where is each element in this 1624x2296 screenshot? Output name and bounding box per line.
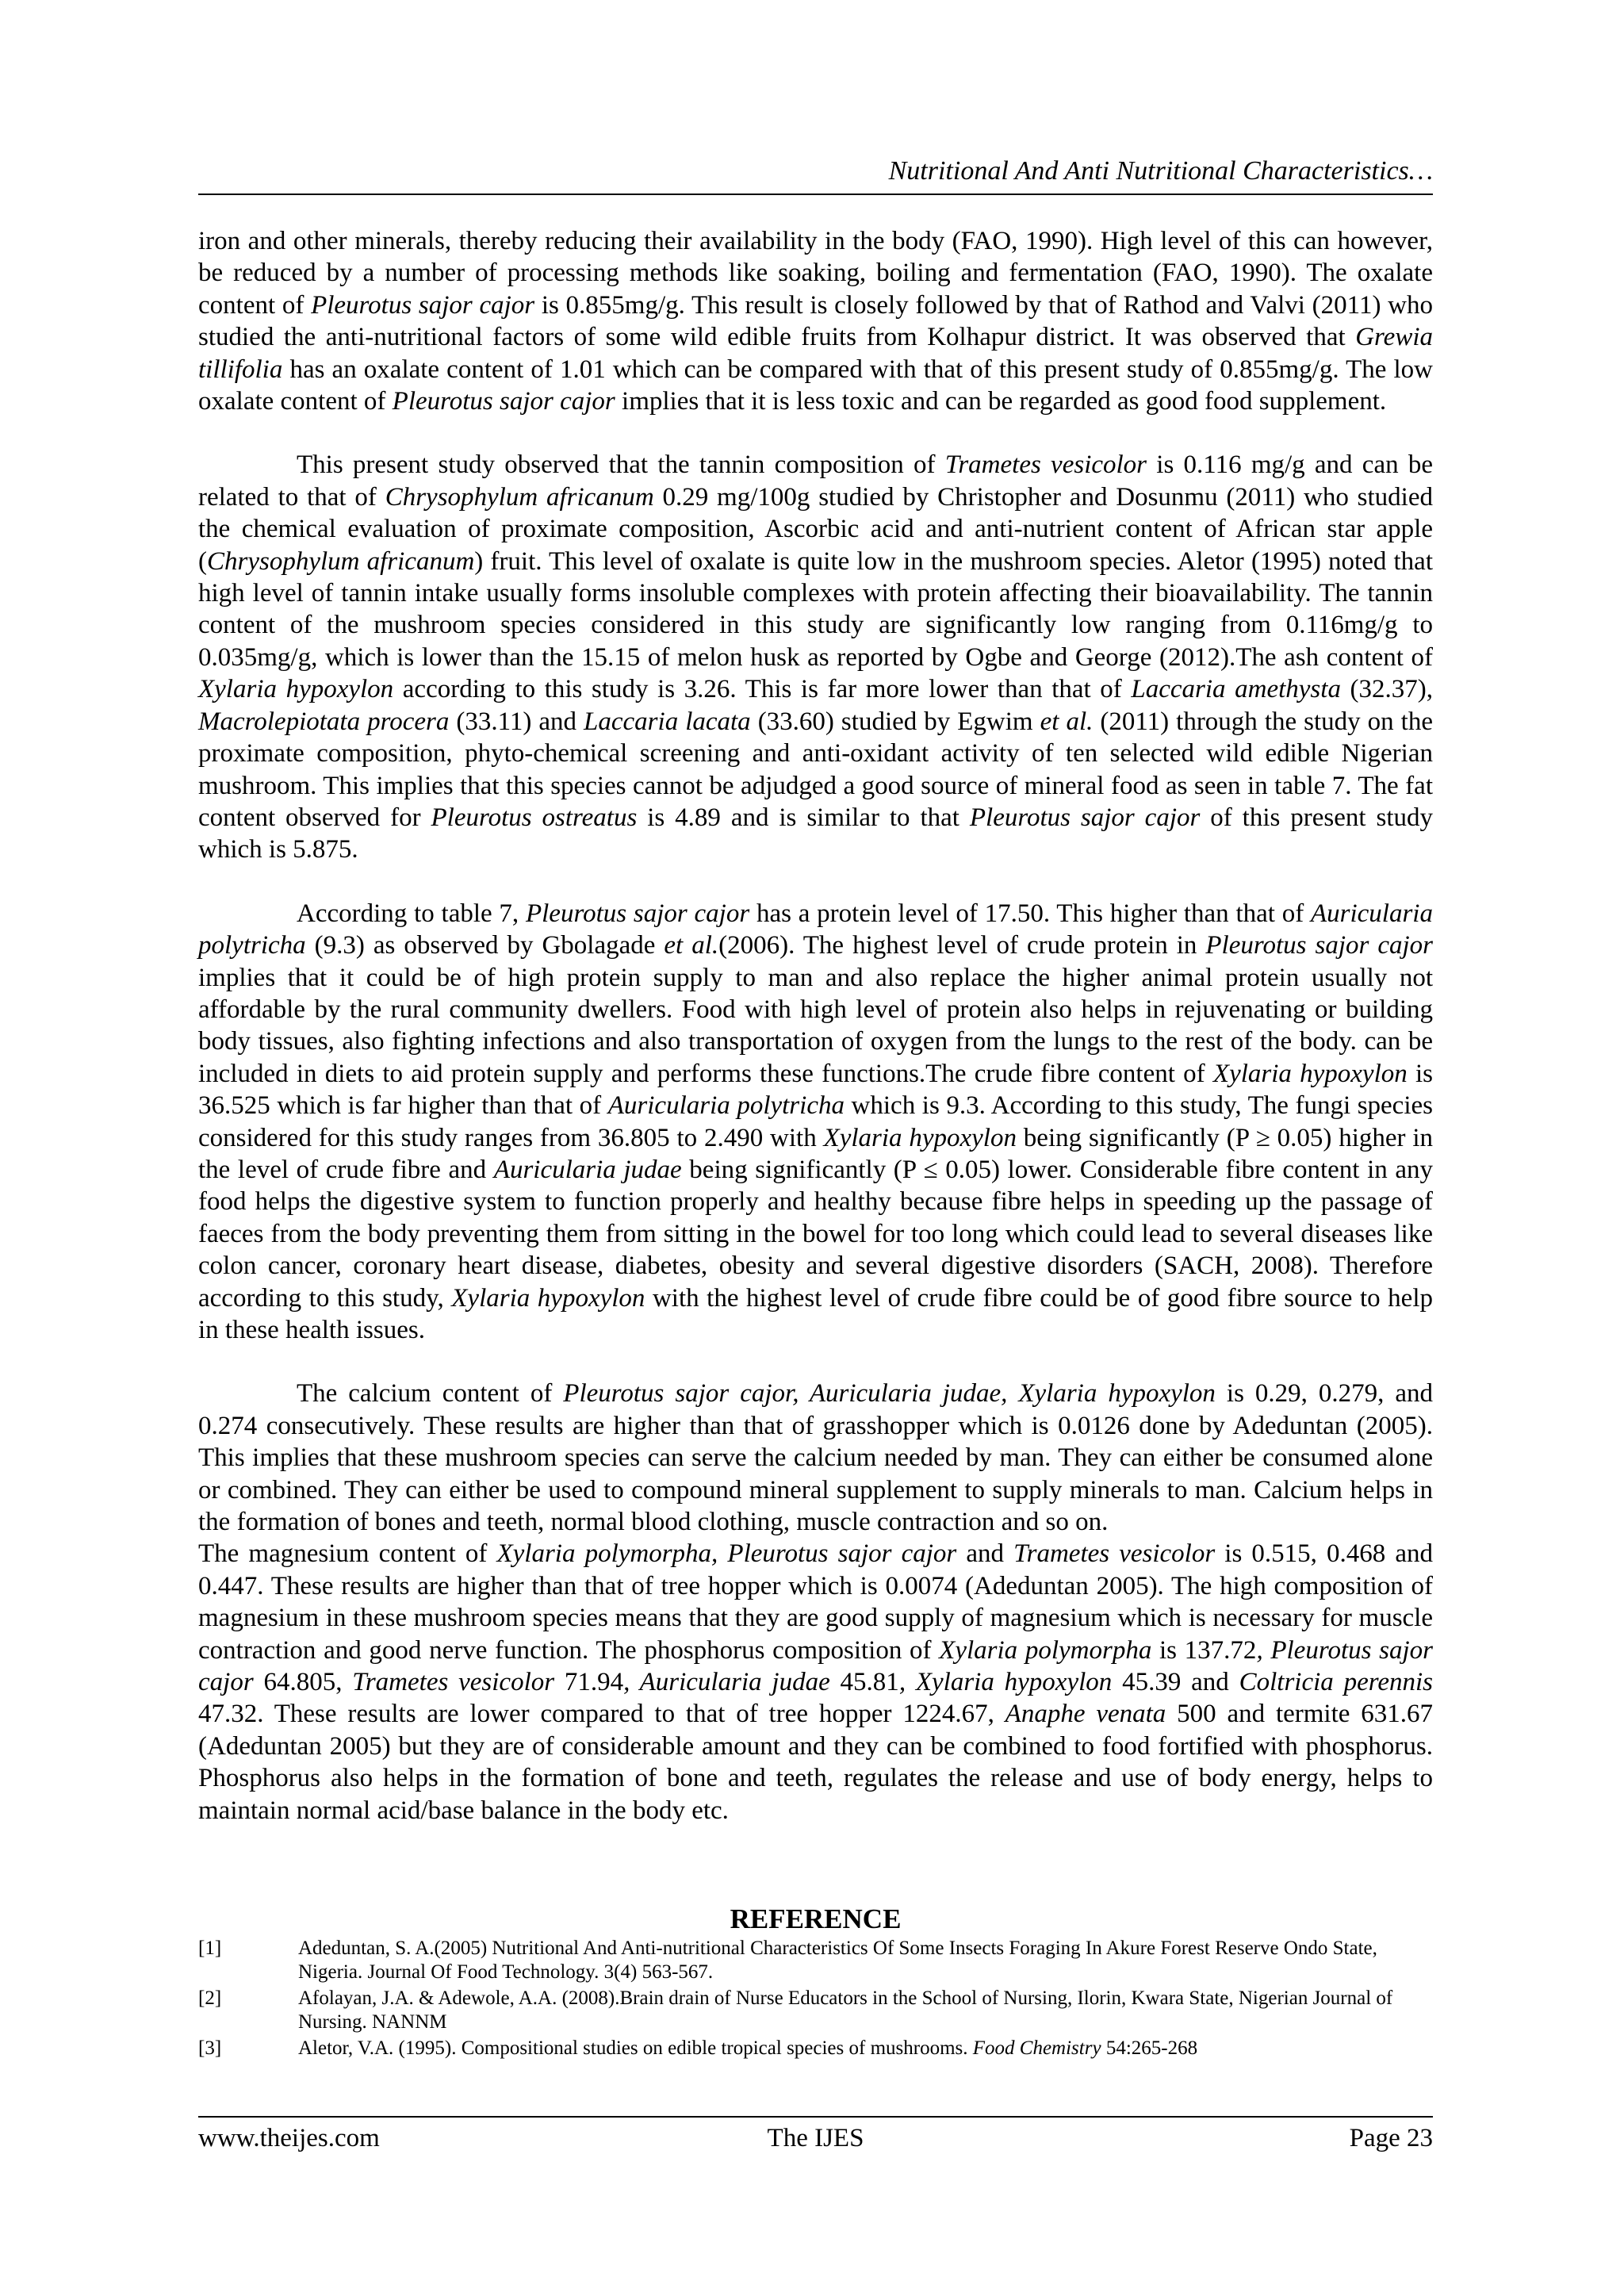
- italic-text: Pleurotus sajor cajor: [525, 899, 750, 928]
- reference-item: [198, 1987, 1433, 2034]
- paragraph: This present study observed that the tannin composition of Trametes vesicolor is 0.116 mg/g and can be related to that of Chrysophylum africanum 0.29 mg/100g studied by Christopher and Dosunmu (2011) who studied the chemical evaluation of proximate composition, Ascorbic acid and anti-nutrient content of African star apple (Chrysophylum africanum) fruit. This level of oxalate is quite low in the mushroom species. Aletor (1995) noted that high level of tannin intake usually forms insoluble complexes with protein affecting their bioavailability. The tannin content of the mushroom species considered in this study are significantly low ranging from 0.116mg/g to 0.035mg/g, which is lower than the 15.15 of melon husk as reported by Ogbe and George (2012).The ash content of Xylaria hypoxylon according to this study is 3.26. This is far more lower than that of Laccaria amethysta (32.37), Macrolepiotata procera (33.11) and Laccaria lacata (33.60) studied by Egwim et al. (2011) through the study on the proximate composition, phyto-chemical screening and anti-oxidant activity of ten selected wild edible Nigerian mushroom. This implies that this species cannot be adjudged a good source of mineral food as seen in table 7. The fat content observed for Pleurotus ostreatus is 4.89 and is similar to that Pleurotus sajor cajor of this present study which is 5.875.: [198, 450, 1434, 864]
- running-title: Nutritional And Anti Nutritional Characteristics…: [888, 156, 1433, 186]
- paragraph: The calcium content of Pleurotus sajor cajor, Auricularia judae, Xylaria hypoxylon is 0.29, 0.279, and 0.274 consecutively. These results are higher than that of grasshopper which is 0.0126 done by Adeduntan (2005). This implies that these mushroom species can serve the calcium needed by man. They can either be consumed alone or combined. They can either be used to compound mineral supplement to supply minerals to man. Calcium helps in the formation of bones and teeth, normal blood clothing, muscle contraction and so on.: [198, 1379, 1434, 1537]
- italic-text: Auricularia judae: [493, 1155, 682, 1184]
- italic-text: Trametes vesicolor: [944, 450, 1147, 480]
- references-heading: REFERENCE: [730, 1903, 902, 1934]
- reference-text: Afolayan, J.A. & Adewole, A.A. (2008).Brain drain of Nurse Educators in the School of Nursing, Ilorin, Kwara State, Nigerian Journal of Nursing. NANNM: [298, 1987, 1393, 2033]
- italic-text: Coltricia perennis: [1239, 1668, 1434, 1697]
- italic-text: Pleurotus sajor cajor: [311, 290, 535, 320]
- reference-list: [198, 1937, 1433, 2063]
- italic-text: Pleurotus sajor cajor: [969, 803, 1201, 832]
- italic-text: Grewia tillifolia: [198, 323, 1433, 384]
- italic-text: Macrolepiotata procera: [198, 707, 450, 736]
- footer-journal: The IJES: [767, 2124, 864, 2152]
- paragraph: According to table 7, Pleurotus sajor cajor has a protein level of 17.50. This higher than that of Auricularia polytricha (9.3) as observed by Gbolagade et al.(2006). The highest level of crude protein in Pleurotus sajor cajor implies that it could be of high protein supply to man and also replace the higher animal protein usually not affordable by the rural community dwellers. Food with high level of protein also helps in rejuvenating or building body tissues, also fighting infections and also transportation of oxygen from the lungs to the rest of the body. can be included in diets to aid protein supply and performs these functions.The crude fibre content of Xylaria hypoxylon is 36.525 which is far higher than that of Auricularia polytricha which is 9.3. According to this study, The fungi species considered for this study ranges from 36.805 to 2.490 with Xylaria hypoxylon being significantly (P ≥ 0.05) higher in the level of crude fibre and Auricularia judae being significantly (P ≤ 0.05) lower. Considerable fibre content in any food helps the digestive system to function properly and healthy because fibre helps in speeding up the passage of faeces from the body preventing them from sitting in the bowel for too long which could lead to several diseases like colon cancer, coronary heart disease, diabetes, obesity and several digestive disorders (SACH, 2008). Therefore according to this study, Xylaria hypoxylon with the highest level of crude fibre could be of good fibre source to help in these health issues.: [198, 899, 1434, 1344]
- paragraph: iron and other minerals, thereby reducing their availability in the body (FAO, 1990). High level of this can however, be reduced by a number of processing methods like soaking, boiling and fermentation (FAO, 1990). The oxalate content of Pleurotus sajor cajor is 0.855mg/g. This result is closely followed by that of Rathod and Valvi (2011) who studied the anti-nutritional factors of some wild edible fruits from Kolhapur district. It was observed that Grewia tillifolia has an oxalate content of 1.01 which can be compared with that of this present study of 0.855mg/g. The low oxalate content of Pleurotus sajor cajor implies that it is less toxic and can be regarded as good food supplement.: [198, 227, 1433, 416]
- italic-text: Trametes vesicolor: [352, 1668, 555, 1697]
- italic-text: Trametes vesicolor: [1013, 1539, 1216, 1569]
- reference-item: [198, 1937, 1433, 1984]
- italic-text: Pleurotus sajor cajor: [392, 387, 615, 416]
- reference-number: [2]: [198, 1987, 222, 2009]
- italic-text: Auricularia polytricha: [607, 1091, 845, 1121]
- italic-text: Xylaria hypoxylon: [1212, 1059, 1408, 1088]
- italic-text: , Auricularia judae: [623, 1668, 830, 1697]
- italic-text: et al.: [664, 931, 719, 960]
- italic-text: Auricularia polytricha: [198, 899, 1433, 960]
- italic-text: Laccaria lacata: [584, 707, 751, 736]
- italic-text: Chrysophylum africanum: [207, 546, 475, 576]
- italic-text: Xylaria hypoxylon: [451, 1283, 645, 1313]
- reference-number: [1]: [198, 1938, 222, 1959]
- reference-text: Adeduntan, S. A.(2005) Nutritional And Anti-nutritional Characteristics Of Some Insects Foraging In Akure Forest Reserve Ondo State, Nigeria. Journal Of Food Technology. 3(4) 563-567.: [298, 1938, 1377, 1983]
- reference-number: [3]: [198, 2037, 222, 2059]
- italic-text: et al.: [1040, 707, 1094, 736]
- italic-text: Pleurotus ostreatus: [431, 803, 638, 832]
- italic-text: , Xylaria hypoxylon: [898, 1668, 1113, 1697]
- italic-text: Pleurotus sajor cajor, Auricularia judae, Xylaria hypoxylon: [563, 1379, 1216, 1409]
- italic-text: Xylaria hypoxylon: [823, 1123, 1017, 1152]
- italic-text: , Pleurotus sajor cajor: [198, 1635, 1433, 1697]
- body-text: [198, 225, 1433, 1826]
- italic-text: Xylaria polymorpha, Pleurotus sajor cajor: [496, 1539, 957, 1569]
- reference-item: [198, 2037, 1433, 2060]
- reference-text: Aletor, V.A. (1995). Compositional studies on edible tropical species of mushrooms. Food Chemistry 54:265-268: [298, 2037, 1198, 2059]
- italic-text: Laccaria amethysta: [1131, 675, 1341, 704]
- footer-rule: [198, 2116, 1433, 2118]
- italic-text: Chrysophylum africanum: [385, 482, 654, 512]
- italic-text: Food Chemistry: [972, 2037, 1101, 2059]
- italic-text: Pleurotus sajor cajor: [1205, 931, 1433, 960]
- italic-text: Xylaria hypoxylon: [198, 675, 394, 704]
- paragraph: The magnesium content of Xylaria polymorpha, Pleurotus sajor cajor and Trametes vesicolor is 0.515, 0.468 and 0.447. These results are higher than that of tree hopper which is 0.0074 (Adeduntan 2005). The high composition of magnesium in these mushroom species means that they are good supply of magnesium which is necessary for muscle contraction and good nerve function. The phosphorus composition of Xylaria polymorpha is 137.72, Pleurotus sajor cajor 64.805, Trametes vesicolor 71.94, Auricularia judae 45.81, Xylaria hypoxylon 45.39 and Coltricia perennis 47.32. These results are lower compared to that of tree hopper 1224.67, Anaphe venata 500 and termite 631.67 (Adeduntan 2005) but they are of considerable amount and they can be combined to food fortified with phosphorus. Phosphorus also helps in the formation of bone and teeth, regulates the release and use of body energy, helps to maintain normal acid/base balance in the body etc.: [198, 1539, 1434, 1825]
- italic-text: Xylaria polymorpha: [939, 1635, 1152, 1665]
- header-rule: [198, 194, 1433, 195]
- footer-page-number: Page 23: [1349, 2124, 1433, 2152]
- italic-text: Anaphe venata: [1005, 1700, 1166, 1729]
- footer-website: www.theijes.com: [198, 2124, 380, 2152]
